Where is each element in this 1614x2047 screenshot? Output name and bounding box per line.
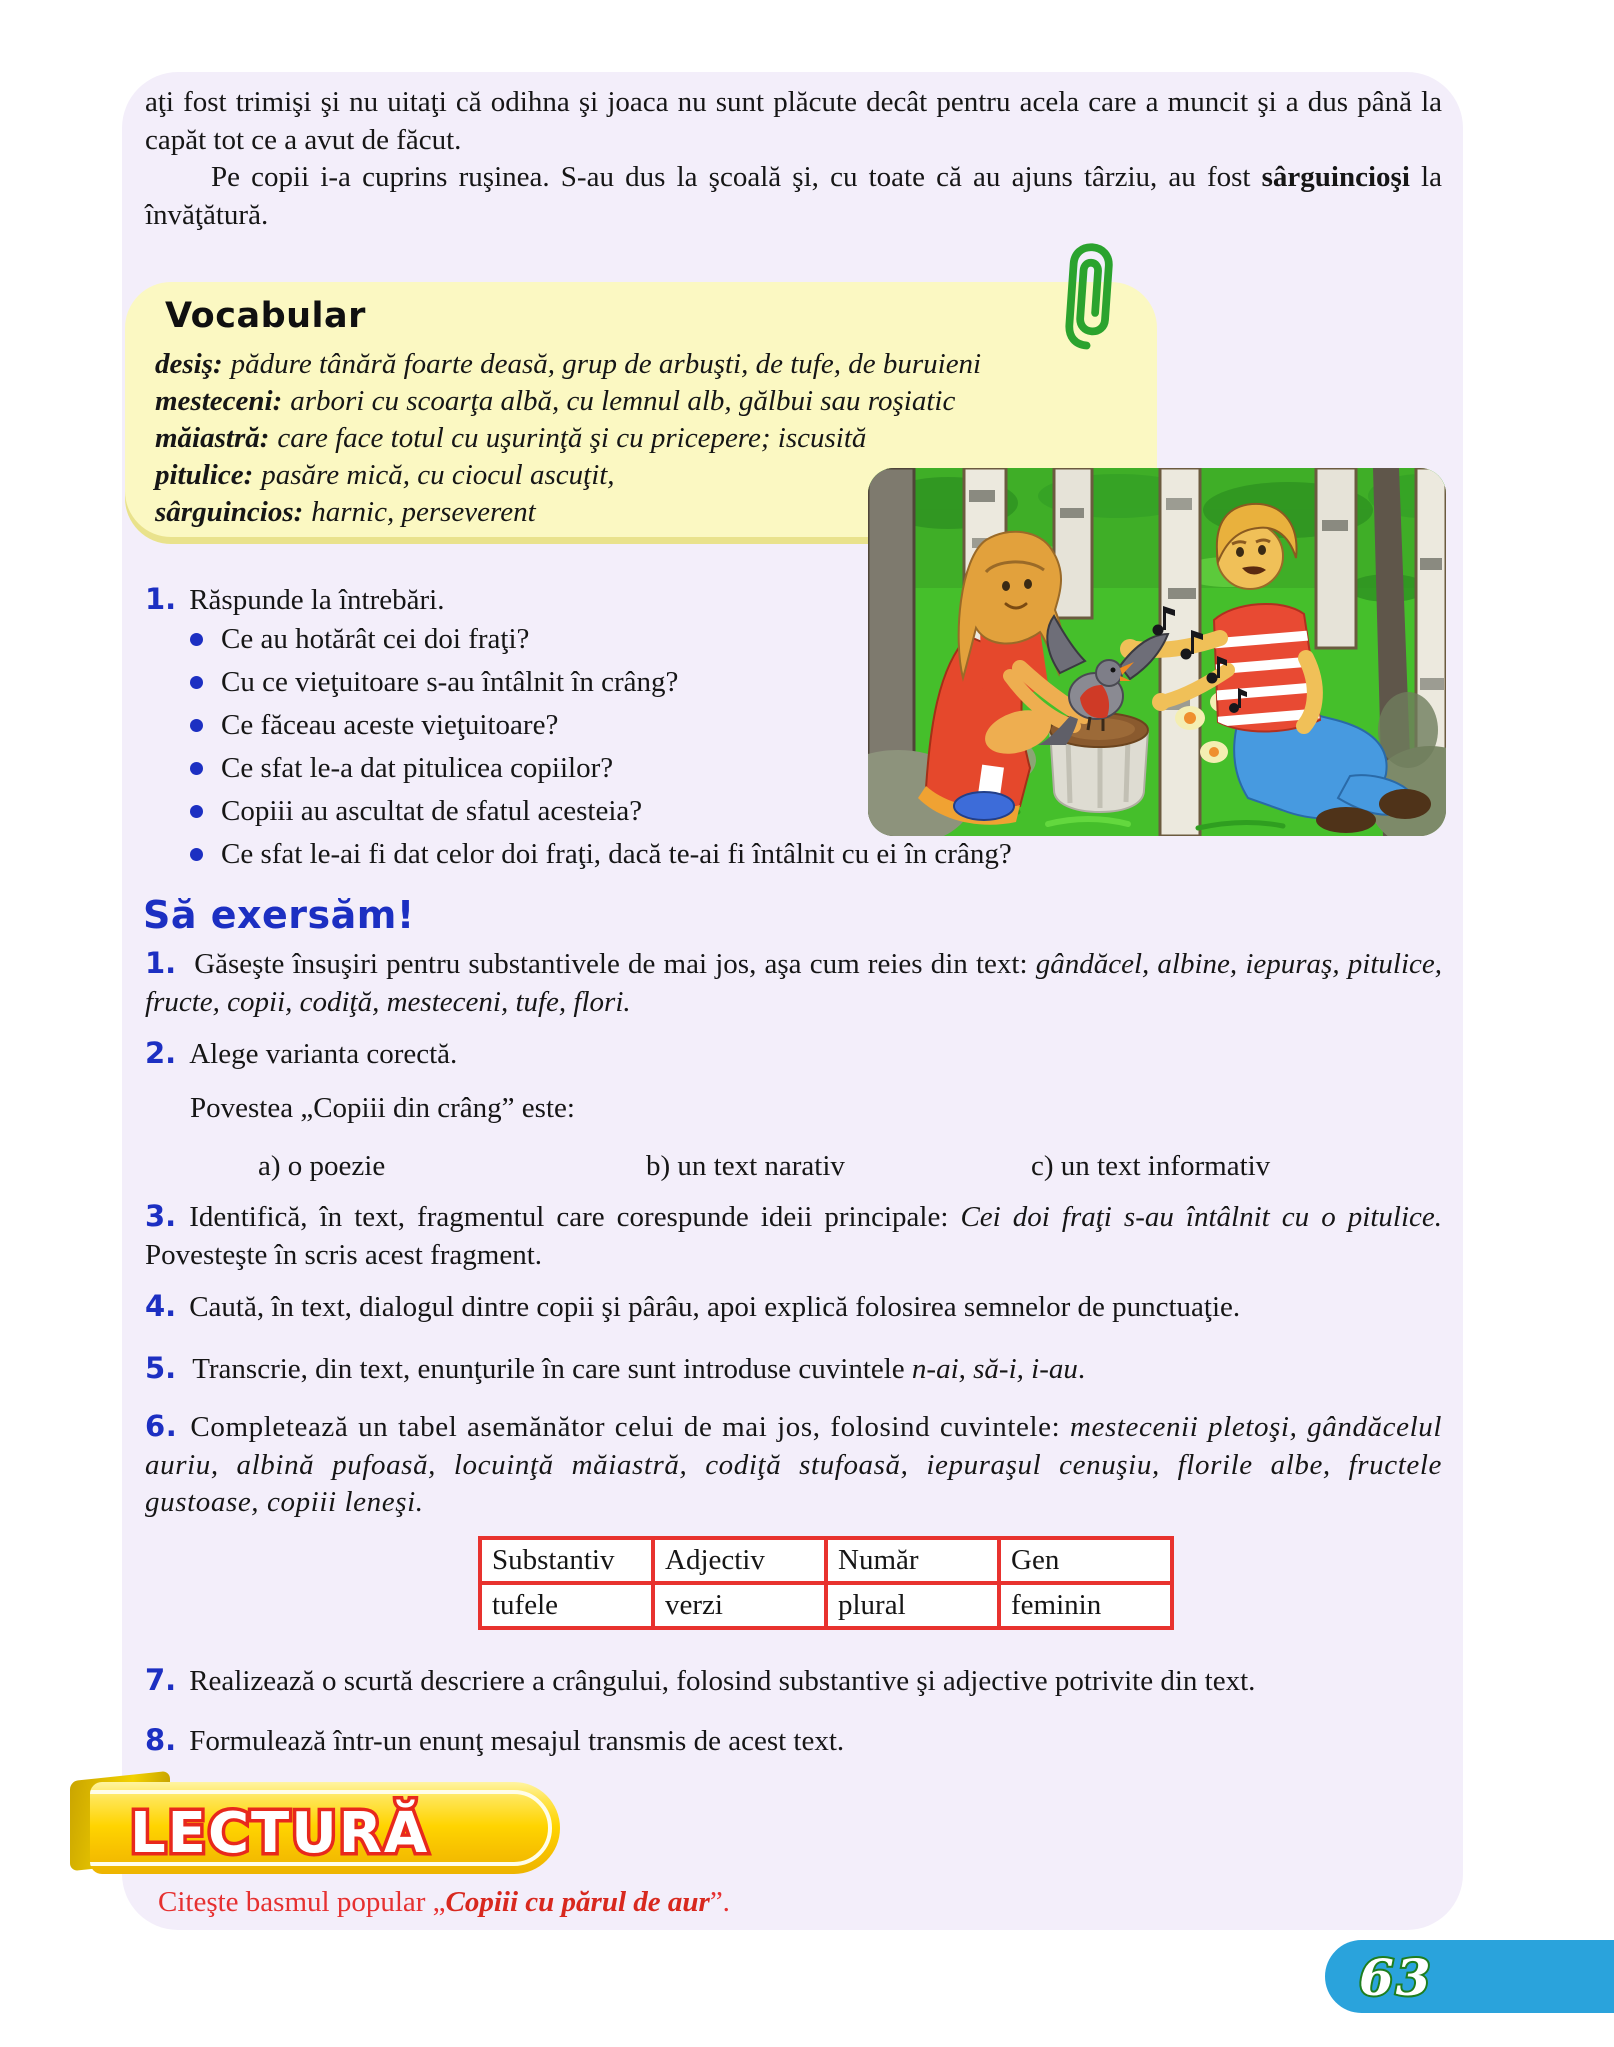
- table-cell: feminin: [999, 1583, 1172, 1628]
- table-header: Substantiv: [480, 1538, 653, 1583]
- page-number-box: [1325, 1940, 1614, 2013]
- table-header-row: [480, 1538, 1172, 1583]
- list-item: Ce au hotărât cei doi fraţi?: [188, 624, 1468, 655]
- exercise-4: 4. Caută, în text, dialogul dintre copii şi pârâu, apoi explică folosirea semnelor de punctuaţie.: [145, 1289, 1241, 1323]
- question-number: 1.: [145, 582, 177, 616]
- vocab-term: măiastră:: [155, 422, 270, 454]
- list-item: Ce făceau aceste vieţuitoare?: [188, 710, 1468, 741]
- exercise-2: 2. Alege varianta corectă.: [145, 1036, 458, 1070]
- vocab-definition: pădure tânără foarte deasă, grup de arbuşti, de tufe, de buruieni: [230, 348, 982, 380]
- bold-word: sârguincioşi: [1261, 161, 1410, 193]
- exercise-8: 8. Formulează într-un enunţ mesajul transmis de acest text.: [145, 1723, 845, 1757]
- paperclip-icon: [1058, 240, 1122, 361]
- exercise-2-subline: Povestea „Copiii din crâng” este:: [190, 1092, 575, 1124]
- lectura-note: Citeşte basmul popular „Copiii cu părul de aur”.: [158, 1886, 730, 1918]
- vocab-definition: arbori cu scoarţa albă, cu lemnul alb, gălbui sau roşiatic: [290, 385, 956, 417]
- intro-paragraph-1: aţi fost trimişi şi nu uitaţi că odihna şi joaca nu sunt plăcute decât pentru acela care a muncit şi a dus până la capăt tot ce a avut de făcut.: [145, 86, 1442, 156]
- lectura-banner: [90, 1782, 560, 1874]
- list-item: Ce sfat le-ai fi dat celor doi fraţi, dacă te-ai fi întâlnit cu ei în crâng?: [188, 839, 1468, 870]
- vocab-definition: care face totul cu uşurinţă şi cu pricepere; iscusită: [277, 422, 867, 454]
- lectura-banner-label: LECTURĂ: [130, 1801, 430, 1866]
- option-c: c) un text informativ: [1031, 1150, 1271, 1182]
- exercise-2-options: [0, 1150, 1614, 1190]
- page-number: 63: [1359, 1948, 1433, 2007]
- option-a: a) o poezie: [258, 1150, 386, 1182]
- vocab-term: desiş:: [155, 348, 223, 380]
- exercise-7: 7. Realizează o scurtă descriere a crângului, folosind substantive şi adjective potrivite din text.: [145, 1663, 1256, 1697]
- vocab-title: Vocabular: [165, 296, 366, 336]
- grammar-table: [478, 1536, 1174, 1630]
- vocab-entry: [155, 346, 1131, 383]
- table-header: Număr: [826, 1538, 999, 1583]
- vocab-definition: pasăre mică, cu ciocul ascuţit,: [261, 459, 615, 491]
- table-header: Gen: [999, 1538, 1172, 1583]
- table-cell: tufele: [480, 1583, 653, 1628]
- vocab-entry: [155, 420, 1131, 457]
- vocab-definition: harnic, perseverent: [311, 496, 536, 528]
- table-cell: verzi: [653, 1583, 826, 1628]
- vocab-term: mesteceni:: [155, 385, 283, 417]
- vocab-term: pitulice:: [155, 459, 254, 491]
- list-item: Copiii au ascultat de sfatul acesteia?: [188, 796, 1468, 827]
- list-item: Ce sfat le-a dat pitulicea copiilor?: [188, 753, 1468, 784]
- intro-text: [145, 84, 1442, 234]
- forest-illustration: [868, 468, 1446, 836]
- section-heading: Să exersăm!: [143, 893, 415, 937]
- option-b: b) un text narativ: [646, 1150, 845, 1182]
- vocab-term: sârguincios:: [155, 496, 304, 528]
- intro-paragraph-2: Pe copii i-a cuprins ruşinea. S-au dus la şcoală şi, cu toate că au ajuns târziu, au fost sârguincioşi la învăţătură.: [145, 161, 1442, 231]
- vocab-entry: [155, 383, 1131, 420]
- story-title: Copiii cu părul de aur: [445, 1886, 710, 1918]
- table-cell: plural: [826, 1583, 999, 1628]
- list-item: Cu ce vieţuitoare s-au întâlnit în crâng?: [188, 667, 1468, 698]
- exercise-6: 6. Completează un tabel asemănător celui de mai jos, folosind cuvintele: mestecenii pletoşi, gândăcelul auriu, albină pufoasă, locuinţă măiastră, codiţă stufoasă, iepuraşul cenuşiu, florile albe, fructele gustoase, copiii leneşi.: [145, 1409, 1443, 1518]
- question-block-header: [145, 582, 444, 617]
- exercise-3: 3. Identifică, în text, fragmentul care corespunde ideii principale: Cei doi fraţi s-au întâlnit cu o pitulice. Povesteşte în scris acest fragment.: [145, 1199, 1442, 1271]
- exercise-1: 1. Găseşte însuşiri pentru substantivele de mai jos, aşa cum reies din text: gândăcel, albine, iepuraş, pitulice, fructe, copii, codiţă, mesteceni, tufe, flori.: [145, 946, 1442, 1018]
- table-header: Adjectiv: [653, 1538, 826, 1583]
- table-row: [480, 1583, 1172, 1628]
- exercise-5: 5. Transcrie, din text, enunţurile în care sunt introduse cuvintele n-ai, să-i, i-au.: [145, 1351, 1086, 1385]
- question-title: Răspunde la întrebări.: [189, 584, 445, 616]
